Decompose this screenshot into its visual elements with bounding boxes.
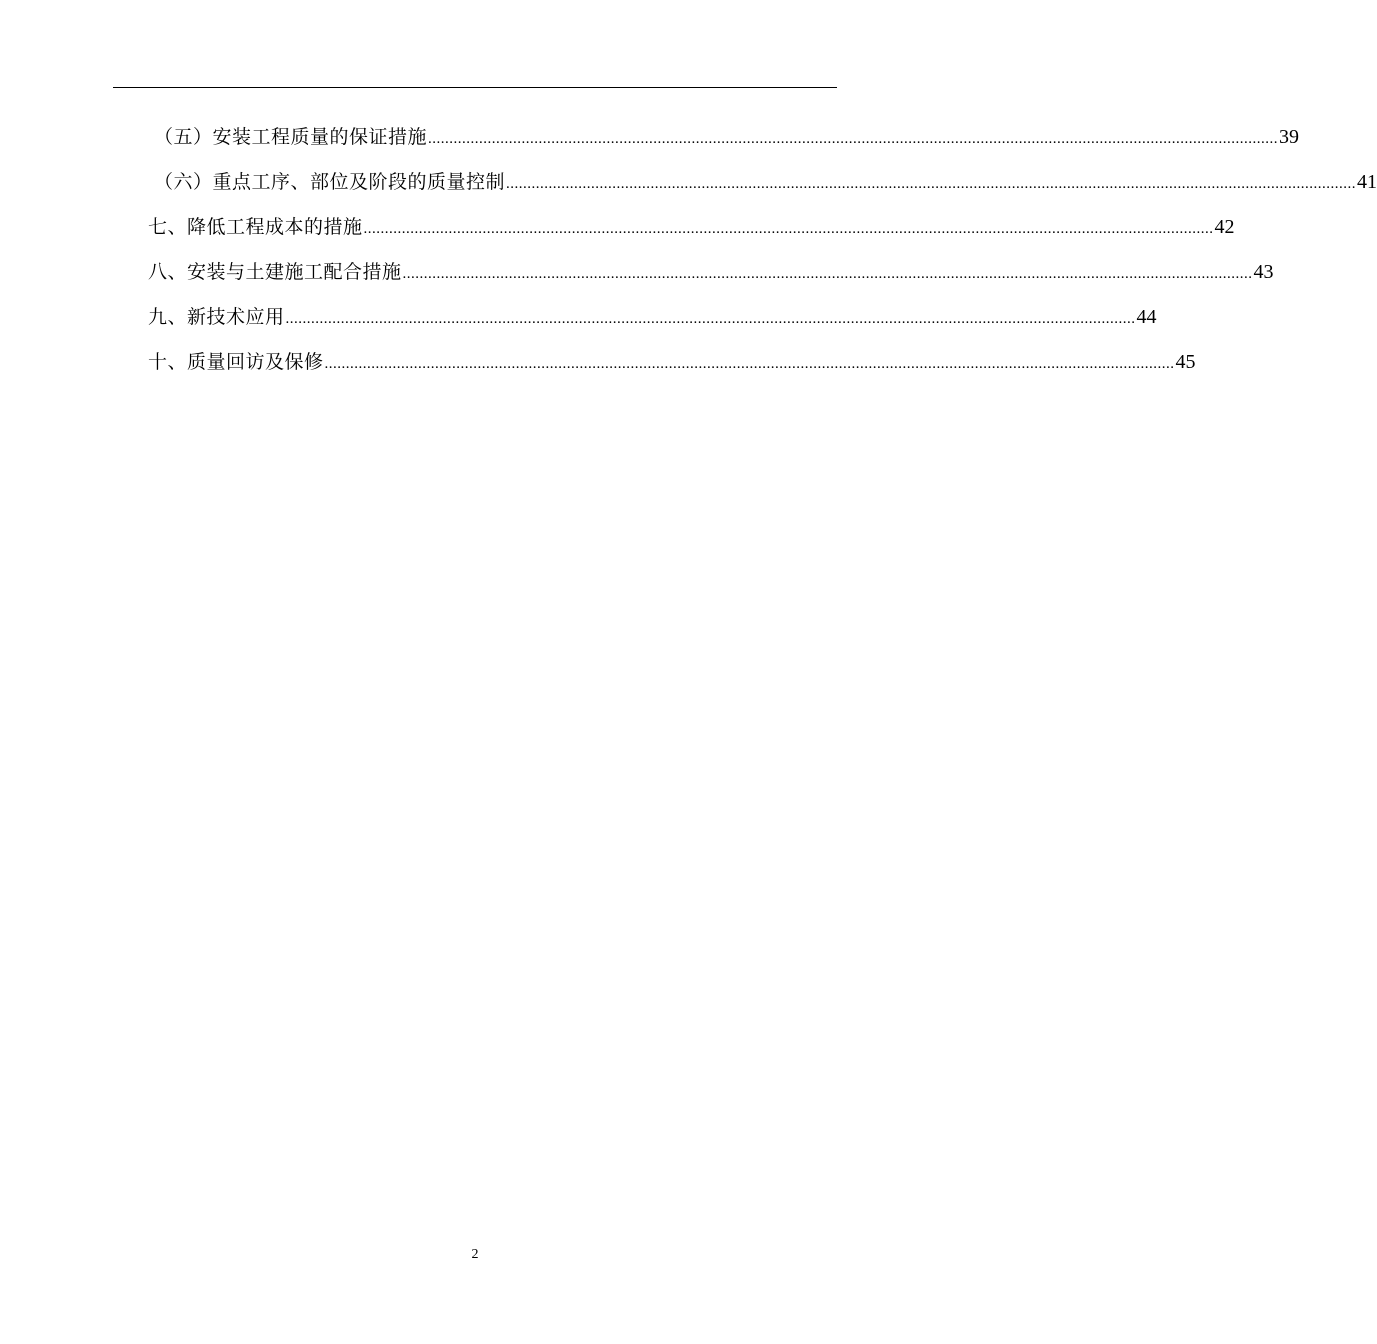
toc-dot-leader: ........................................................................................................................................................................................................: [428, 131, 1279, 147]
toc-entry-page: 45: [1175, 351, 1196, 373]
toc-dot-leader: ........................................................................................................................................................................................................: [506, 176, 1357, 192]
toc-entry-page: 44: [1136, 306, 1157, 328]
toc-entry[interactable]: [148, 256, 1274, 301]
toc-dot-leader: ........................................................................................................................................................................................................: [402, 266, 1253, 282]
toc-entry-title: 十、质量回访及保修: [148, 351, 324, 373]
toc-entry-title: 九、新技术应用: [148, 306, 285, 328]
toc-entry[interactable]: [148, 301, 1157, 346]
toc-entry-page: 43: [1253, 261, 1274, 283]
toc-dot-leader: ........................................................................................................................................................................................................: [363, 221, 1214, 237]
toc-dot-leader: ........................................................................................................................................................................................................: [285, 311, 1136, 327]
toc-entry[interactable]: [148, 121, 1300, 166]
toc-entry-title: 七、降低工程成本的措施: [148, 216, 363, 238]
toc-entry[interactable]: [148, 346, 1196, 391]
header-rule: [113, 87, 837, 88]
toc-entry-page: 41: [1357, 171, 1377, 193]
toc-dot-leader: ........................................................................................................................................................................................................: [324, 356, 1175, 372]
toc-entry[interactable]: [148, 211, 1235, 256]
toc-entry-title: 八、安装与土建施工配合措施: [148, 261, 402, 283]
toc-entry-page: 39: [1279, 126, 1300, 148]
toc-entry-page: 42: [1214, 216, 1235, 238]
page-number: 2: [471, 1247, 479, 1262]
toc-entry[interactable]: [148, 166, 1377, 211]
toc-entry-title: （五）安装工程质量的保证措施: [154, 126, 428, 148]
table-of-contents: [148, 121, 1377, 391]
toc-entry-title: （六）重点工序、部位及阶段的质量控制: [154, 171, 506, 193]
